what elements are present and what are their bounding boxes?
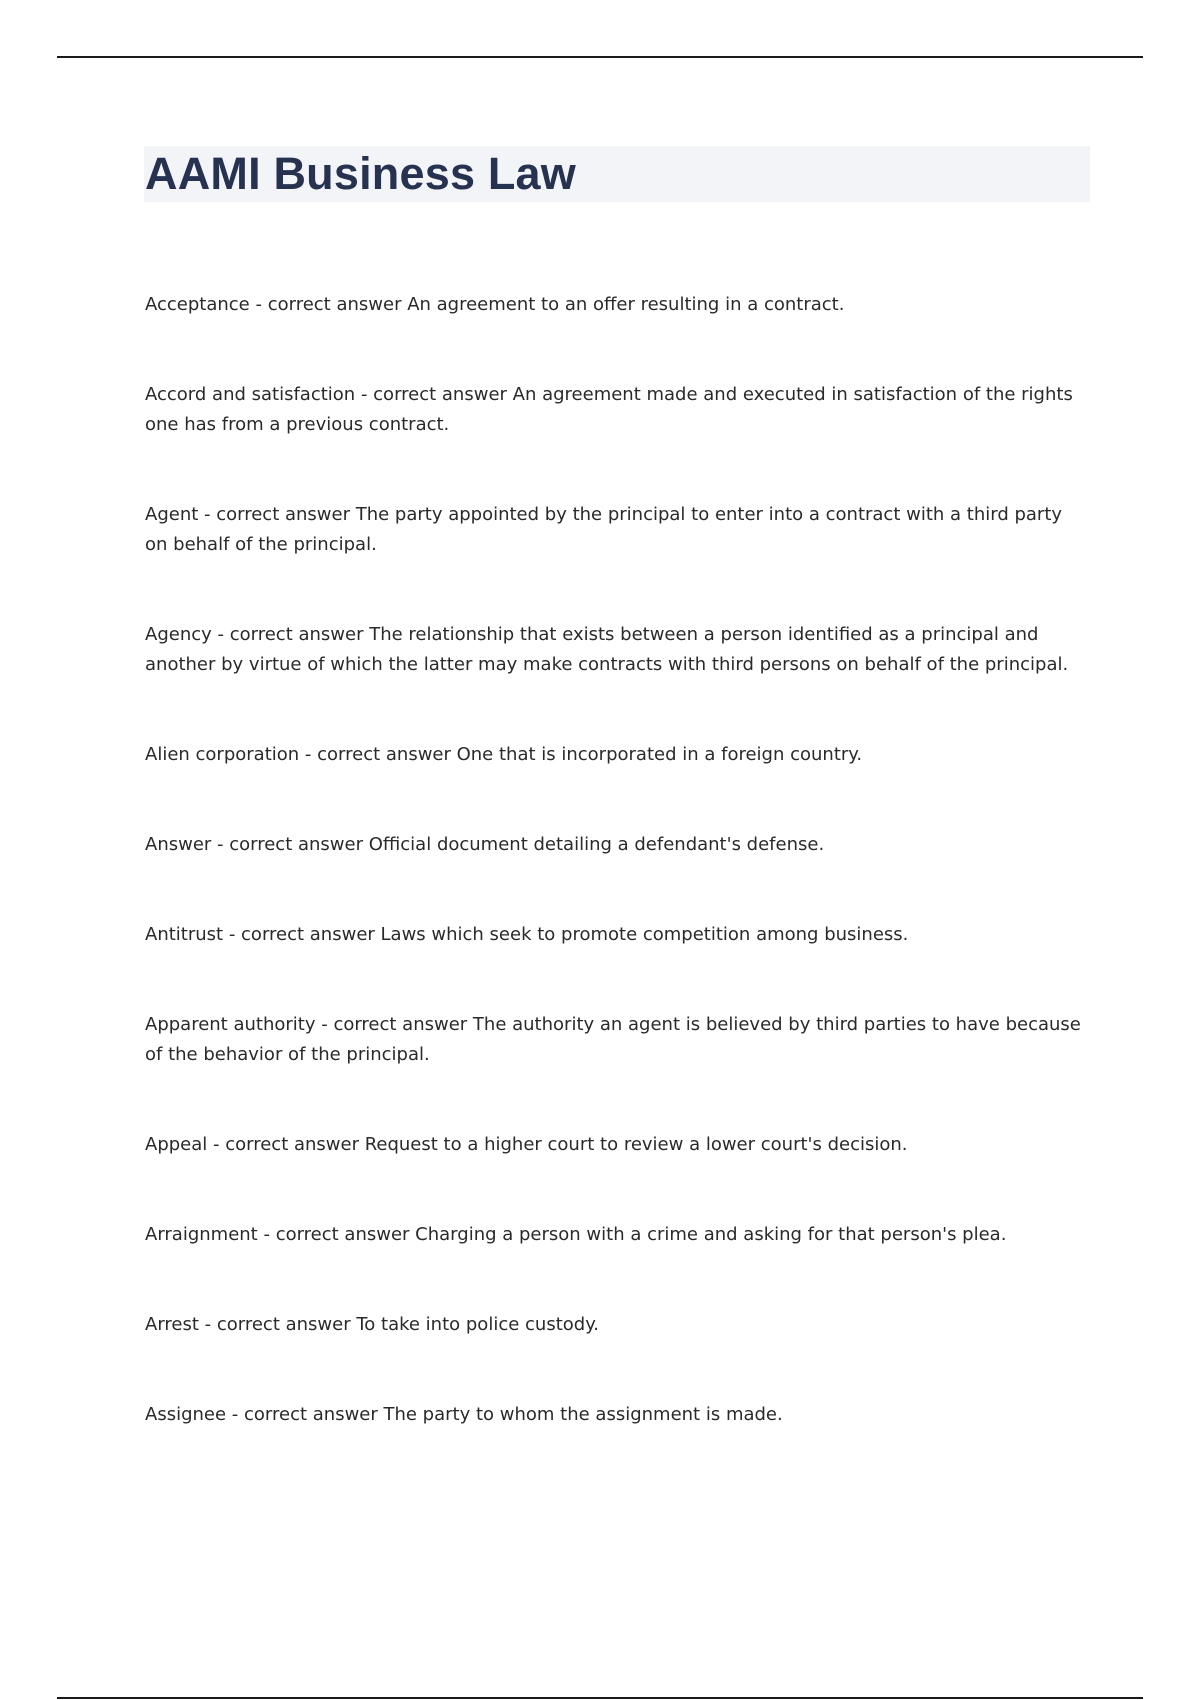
- glossary-entry: [145, 1400, 1090, 1430]
- entry-definition: Laws which seek to promote competition among business.: [380, 924, 909, 945]
- glossary-list: [145, 290, 1090, 1490]
- entry-connector: - correct answer: [355, 384, 513, 405]
- entry-connector: - correct answer: [207, 1134, 365, 1155]
- entry-term: Apparent authority: [145, 1014, 316, 1035]
- entry-definition: One that is incorporated in a foreign country.: [456, 744, 863, 765]
- entry-definition: An agreement to an offer resulting in a contract.: [407, 294, 845, 315]
- entry-definition: To take into police custody.: [356, 1314, 600, 1335]
- entry-definition: Request to a higher court to review a lower court's decision.: [364, 1134, 908, 1155]
- entry-term: Antitrust: [145, 924, 224, 945]
- entry-connector: - correct answer: [315, 1014, 473, 1035]
- glossary-entry: [145, 380, 1090, 440]
- entry-connector: - correct answer: [211, 624, 370, 645]
- entry-definition: Official document detailing a defendant's defense.: [368, 834, 825, 855]
- entry-term: Answer: [145, 834, 212, 855]
- entry-connector: - correct answer: [198, 1314, 357, 1335]
- entry-term: Agent: [145, 504, 199, 525]
- entry-term: Agency: [145, 624, 212, 645]
- glossary-entry: [145, 830, 1090, 860]
- entry-connector: - correct answer: [226, 1404, 384, 1425]
- document-title: AAMI Business Law: [145, 148, 576, 199]
- glossary-entry: [145, 290, 1090, 320]
- glossary-entry: [145, 1130, 1090, 1160]
- entry-definition: Charging a person with a crime and asking for that person's plea.: [415, 1224, 1007, 1245]
- header-rule: [57, 56, 1143, 58]
- glossary-entry: [145, 1310, 1090, 1340]
- entry-definition: The authority an agent is believed by third parties to have because of the behavior of the principal.: [145, 1014, 1081, 1065]
- entry-definition: An agreement made and executed in satisfaction of the rights one has from a previous contract.: [145, 384, 1073, 435]
- glossary-entry: [145, 500, 1090, 560]
- entry-term: Arrest: [145, 1314, 199, 1335]
- entry-definition: The party to whom the assignment is made.: [383, 1404, 783, 1425]
- entry-connector: - correct answer: [299, 744, 457, 765]
- entry-definition: The party appointed by the principal to enter into a contract with a third party on behalf of the principal.: [145, 504, 1063, 555]
- entry-connector: - correct answer: [211, 834, 369, 855]
- entry-connector: - correct answer: [249, 294, 408, 315]
- glossary-entry: [145, 740, 1090, 770]
- glossary-entry: [145, 620, 1090, 680]
- footer-rule: [57, 1697, 1143, 1699]
- glossary-entry: [145, 1220, 1090, 1250]
- entry-term: Acceptance: [145, 294, 250, 315]
- entry-connector: - correct answer: [223, 924, 381, 945]
- entry-term: Alien corporation: [145, 744, 300, 765]
- glossary-entry: [145, 1010, 1090, 1070]
- entry-term: Arraignment: [145, 1224, 258, 1245]
- entry-term: Accord and satisfaction: [145, 384, 356, 405]
- entry-term: Appeal: [145, 1134, 208, 1155]
- entry-connector: - correct answer: [198, 504, 356, 525]
- entry-definition: The relationship that exists between a person identified as a principal and another by virtue of which the latter may make contracts with third persons on behalf of the principal.: [145, 624, 1069, 675]
- glossary-entry: [145, 920, 1090, 950]
- entry-term: Assignee: [145, 1404, 227, 1425]
- entry-connector: - correct answer: [257, 1224, 416, 1245]
